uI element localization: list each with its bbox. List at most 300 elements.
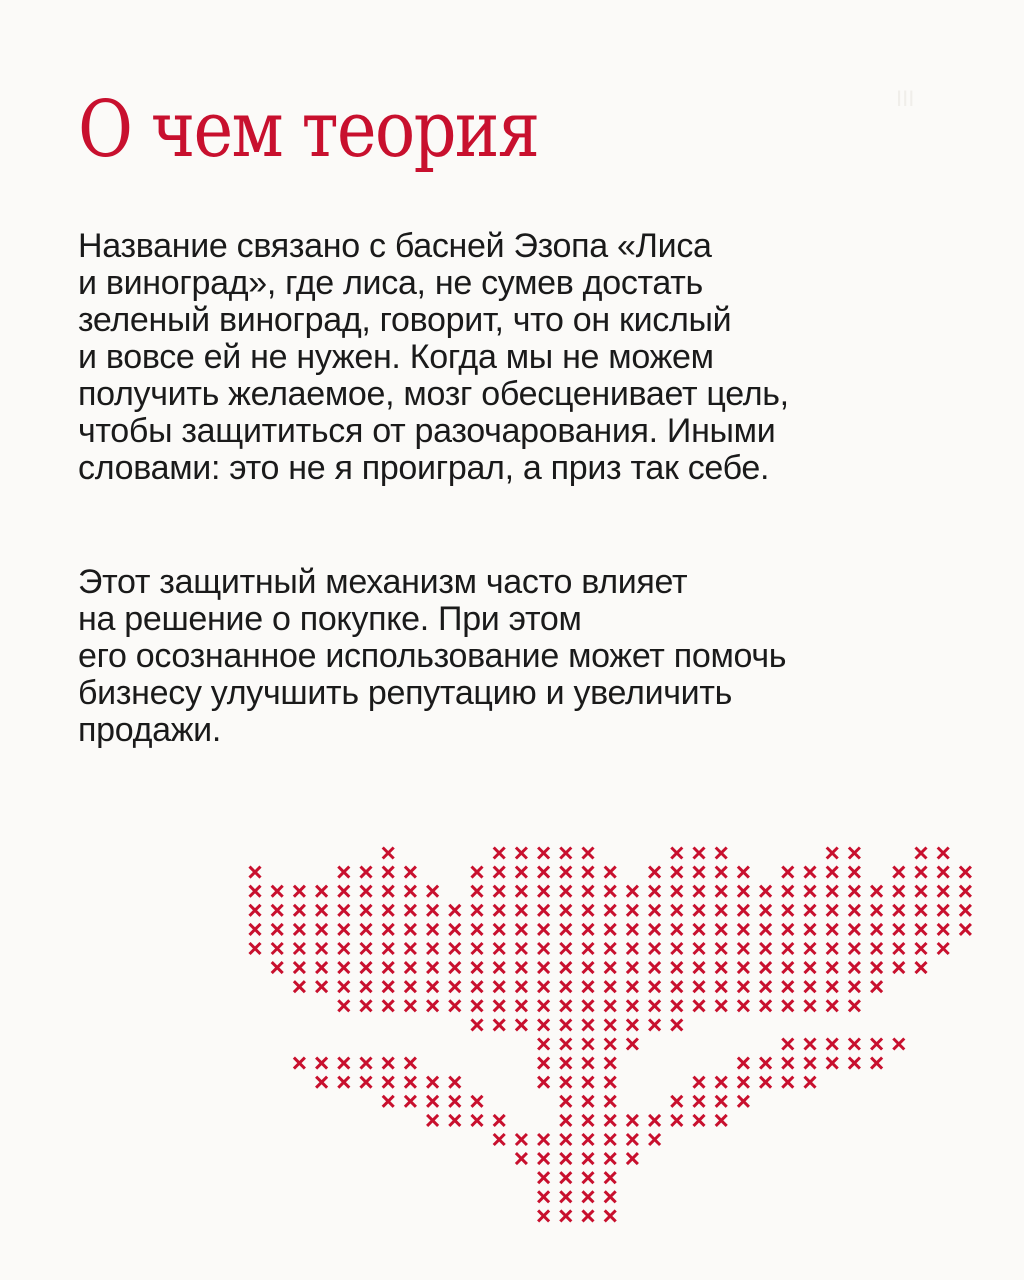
stitch-cross	[805, 905, 816, 916]
stitch-cross	[649, 1115, 660, 1126]
stitch-cross	[583, 1210, 594, 1221]
stitch-cross	[605, 1019, 616, 1030]
stitch-cross	[738, 1077, 749, 1088]
stitch-cross	[250, 943, 261, 954]
stitch-cross	[694, 1096, 705, 1107]
stitch-cross	[383, 962, 394, 973]
stitch-cross	[805, 886, 816, 897]
stitch-cross	[671, 1115, 682, 1126]
stitch-cross	[871, 1039, 882, 1050]
stitch-cross	[805, 1000, 816, 1011]
stitch-cross	[938, 905, 949, 916]
stitch-cross	[383, 1096, 394, 1107]
stitch-cross	[583, 1058, 594, 1069]
stitch-cross	[893, 867, 904, 878]
text-line: его осознанное использование может помочь	[78, 637, 787, 675]
stitch-cross	[694, 848, 705, 859]
page-number-watermark: III	[896, 86, 915, 111]
stitch-cross	[560, 962, 571, 973]
stitch-cross	[472, 905, 483, 916]
stitch-cross	[427, 886, 438, 897]
stitch-cross	[516, 981, 527, 992]
stitch-cross	[605, 905, 616, 916]
stitch-cross	[516, 924, 527, 935]
stitch-cross	[583, 1096, 594, 1107]
stitch-cross	[449, 1000, 460, 1011]
stitch-cross	[405, 886, 416, 897]
stitch-cross	[805, 1077, 816, 1088]
stitch-cross	[916, 962, 927, 973]
stitch-cross	[560, 1077, 571, 1088]
stitch-cross	[494, 962, 505, 973]
stitch-cross	[427, 1077, 438, 1088]
stitch-cross	[960, 924, 971, 935]
stitch-cross	[649, 1134, 660, 1145]
stitch-cross	[427, 1096, 438, 1107]
stitch-cross	[583, 1153, 594, 1164]
stitch-cross	[871, 1058, 882, 1069]
stitch-cross	[560, 943, 571, 954]
stitch-cross	[338, 943, 349, 954]
stitch-cross	[671, 1019, 682, 1030]
stitch-cross	[605, 1191, 616, 1202]
stitch-cross	[294, 886, 305, 897]
stitch-cross	[405, 1077, 416, 1088]
stitch-cross	[671, 943, 682, 954]
stitch-cross	[583, 924, 594, 935]
stitch-cross	[627, 1115, 638, 1126]
stitch-cross	[738, 943, 749, 954]
stitch-cross	[716, 924, 727, 935]
stitch-cross	[627, 924, 638, 935]
stitch-cross	[560, 1096, 571, 1107]
stitch-cross	[627, 1134, 638, 1145]
stitch-cross	[250, 924, 261, 935]
stitch-cross	[472, 1096, 483, 1107]
stitch-cross	[605, 1000, 616, 1011]
stitch-cross	[627, 943, 638, 954]
stitch-cross	[871, 905, 882, 916]
stitch-cross	[671, 1000, 682, 1011]
stitch-cross	[538, 962, 549, 973]
stitch-cross	[583, 1172, 594, 1183]
stitch-cross	[449, 1115, 460, 1126]
stitch-cross	[694, 1115, 705, 1126]
stitch-cross	[383, 924, 394, 935]
stitch-cross	[827, 943, 838, 954]
stitch-cross	[583, 1019, 594, 1030]
stitch-cross	[805, 981, 816, 992]
stitch-cross	[383, 905, 394, 916]
stitch-cross	[849, 924, 860, 935]
stitch-cross	[694, 1000, 705, 1011]
stitch-cross	[383, 886, 394, 897]
text-line: и вовсе ей не нужен. Когда мы не можем	[78, 338, 714, 376]
stitch-cross	[538, 1210, 549, 1221]
stitch-cross	[827, 848, 838, 859]
stitch-cross	[760, 924, 771, 935]
stitch-cross	[494, 1134, 505, 1145]
stitch-cross	[250, 886, 261, 897]
stitch-cross	[871, 981, 882, 992]
stitch-cross	[538, 1000, 549, 1011]
stitch-cross	[516, 1134, 527, 1145]
stitch-cross	[605, 1096, 616, 1107]
stitch-cross	[627, 886, 638, 897]
stitch-cross	[716, 905, 727, 916]
stitch-cross	[383, 1058, 394, 1069]
stitch-cross	[538, 1153, 549, 1164]
stitch-cross	[538, 1191, 549, 1202]
stitch-cross	[405, 924, 416, 935]
stitch-cross	[893, 1039, 904, 1050]
stitch-cross	[538, 924, 549, 935]
stitch-cross	[760, 981, 771, 992]
stitch-cross	[849, 962, 860, 973]
stitch-cross	[427, 924, 438, 935]
stitch-cross	[938, 943, 949, 954]
stitch-cross	[605, 1039, 616, 1050]
stitch-cross	[605, 886, 616, 897]
stitch-cross	[538, 981, 549, 992]
stitch-cross	[583, 1077, 594, 1088]
stitch-cross	[316, 981, 327, 992]
stitch-cross	[449, 905, 460, 916]
stitch-cross	[716, 867, 727, 878]
stitch-cross	[560, 886, 571, 897]
stitch-cross	[383, 867, 394, 878]
stitch-cross	[938, 848, 949, 859]
stitch-cross	[338, 867, 349, 878]
paragraph-origin	[78, 228, 789, 487]
stitch-cross	[605, 1077, 616, 1088]
stitch-cross	[893, 905, 904, 916]
stitch-cross	[272, 886, 283, 897]
stitch-cross	[716, 1096, 727, 1107]
stitch-cross	[738, 905, 749, 916]
stitch-cross	[316, 886, 327, 897]
stitch-cross	[605, 962, 616, 973]
stitch-cross	[605, 1210, 616, 1221]
stitch-cross	[560, 1039, 571, 1050]
stitch-cross	[316, 1058, 327, 1069]
stitch-cross	[494, 905, 505, 916]
stitch-cross	[560, 924, 571, 935]
stitch-cross	[516, 1000, 527, 1011]
stitch-cross	[605, 867, 616, 878]
stitch-cross	[583, 1039, 594, 1050]
stitch-cross	[361, 962, 372, 973]
stitch-cross	[294, 905, 305, 916]
stitch-cross	[849, 886, 860, 897]
stitch-cross	[472, 1115, 483, 1126]
stitch-cross	[871, 962, 882, 973]
stitch-cross	[827, 962, 838, 973]
stitch-cross	[716, 943, 727, 954]
stitch-cross	[583, 1134, 594, 1145]
stitch-cross	[494, 886, 505, 897]
stitch-cross	[361, 1058, 372, 1069]
stitch-cross	[294, 981, 305, 992]
stitch-cross	[649, 943, 660, 954]
stitch-cross	[805, 962, 816, 973]
stitch-cross	[516, 962, 527, 973]
stitch-cross	[694, 924, 705, 935]
stitch-cross	[560, 905, 571, 916]
stitch-cross	[361, 886, 372, 897]
stitch-cross	[516, 905, 527, 916]
stitch-cross	[760, 886, 771, 897]
stitch-cross	[849, 1039, 860, 1050]
stitch-cross	[760, 1000, 771, 1011]
stitch-cross	[516, 1019, 527, 1030]
stitch-cross	[716, 1077, 727, 1088]
stitch-cross	[383, 1000, 394, 1011]
stitch-cross	[405, 867, 416, 878]
stitch-cross	[916, 943, 927, 954]
stitch-cross	[782, 905, 793, 916]
stitch-cross	[472, 943, 483, 954]
stitch-cross	[627, 962, 638, 973]
stitch-cross	[294, 943, 305, 954]
stitch-cross	[427, 1115, 438, 1126]
stitch-cross	[250, 905, 261, 916]
stitch-cross	[671, 1096, 682, 1107]
stitch-cross	[827, 1039, 838, 1050]
stitch-cross	[760, 943, 771, 954]
stitch-cross	[893, 886, 904, 897]
stitch-cross	[583, 886, 594, 897]
stitch-cross	[649, 981, 660, 992]
stitch-cross	[538, 943, 549, 954]
stitch-cross	[338, 924, 349, 935]
stitch-cross	[827, 924, 838, 935]
stitch-cross	[427, 962, 438, 973]
stitch-cross	[671, 962, 682, 973]
stitch-cross	[716, 886, 727, 897]
stitch-cross	[494, 924, 505, 935]
stitch-cross	[449, 924, 460, 935]
stitch-cross	[405, 981, 416, 992]
stitch-cross	[671, 886, 682, 897]
stitch-cross	[738, 1000, 749, 1011]
stitch-cross	[671, 981, 682, 992]
text-line: получить желаемое, мозг обесценивает цель,	[78, 375, 789, 413]
stitch-cross	[782, 886, 793, 897]
stitch-cross	[805, 924, 816, 935]
stitch-cross	[272, 943, 283, 954]
stitch-cross	[916, 848, 927, 859]
text-line: Этот защитный механизм часто влияет	[78, 563, 688, 601]
stitch-cross	[294, 1058, 305, 1069]
stitch-cross	[605, 1172, 616, 1183]
stitch-cross	[338, 962, 349, 973]
stitch-cross	[516, 1153, 527, 1164]
stitch-cross	[361, 924, 372, 935]
stitch-cross	[449, 943, 460, 954]
stitch-cross	[760, 905, 771, 916]
stitch-cross	[782, 981, 793, 992]
stitch-cross	[782, 1058, 793, 1069]
stitch-cross	[449, 981, 460, 992]
stitch-cross	[849, 1058, 860, 1069]
stitch-cross	[294, 924, 305, 935]
stitch-cross	[538, 886, 549, 897]
stitch-cross	[294, 962, 305, 973]
stitch-cross	[716, 848, 727, 859]
stitch-cross	[849, 848, 860, 859]
stitch-cross	[938, 924, 949, 935]
stitch-cross	[871, 886, 882, 897]
stitch-cross	[849, 943, 860, 954]
stitch-cross	[538, 867, 549, 878]
stitch-cross	[272, 924, 283, 935]
stitch-cross	[583, 1191, 594, 1202]
stitch-cross	[538, 848, 549, 859]
stitch-cross	[316, 905, 327, 916]
stitch-cross	[627, 905, 638, 916]
stitch-cross	[560, 1172, 571, 1183]
stitch-cross	[361, 905, 372, 916]
text-line: бизнесу улучшить репутацию и увеличить	[78, 674, 733, 712]
stitch-cross	[782, 943, 793, 954]
stitch-cross	[405, 962, 416, 973]
stitch-cross	[494, 1115, 505, 1126]
stitch-cross	[449, 1077, 460, 1088]
stitch-cross	[427, 1000, 438, 1011]
stitch-cross	[649, 867, 660, 878]
stitch-cross	[960, 886, 971, 897]
stitch-cross	[560, 1191, 571, 1202]
text-line: Название связано с басней Эзопа «Лиса	[78, 227, 712, 265]
stitch-cross	[538, 905, 549, 916]
text-line: словами: это не я проиграл, а приз так себе.	[78, 449, 770, 487]
stitch-cross	[671, 867, 682, 878]
text-line: и виноград», где лиса, не сумев достать	[78, 264, 703, 302]
stitch-cross	[338, 1000, 349, 1011]
stitch-cross	[361, 1000, 372, 1011]
paragraph-mechanism	[78, 564, 786, 749]
stitch-cross	[694, 886, 705, 897]
stitch-cross	[827, 867, 838, 878]
stitch-cross	[361, 867, 372, 878]
stitch-cross	[560, 1210, 571, 1221]
stitch-cross	[605, 943, 616, 954]
stitch-cross	[871, 924, 882, 935]
stitch-cross	[472, 867, 483, 878]
stitch-cross	[583, 867, 594, 878]
stitch-cross	[627, 981, 638, 992]
stitch-cross	[583, 981, 594, 992]
stitch-cross	[782, 867, 793, 878]
stitch-cross	[782, 924, 793, 935]
stitch-cross	[472, 924, 483, 935]
stitch-cross	[649, 905, 660, 916]
stitch-cross	[494, 1000, 505, 1011]
stitch-cross	[338, 886, 349, 897]
stitch-cross	[716, 1115, 727, 1126]
stitch-cross	[782, 962, 793, 973]
stitch-cross	[405, 905, 416, 916]
stitch-cross	[560, 867, 571, 878]
stitch-cross	[427, 981, 438, 992]
stitch-cross	[449, 962, 460, 973]
stitch-cross	[427, 905, 438, 916]
stitch-cross	[627, 1000, 638, 1011]
stitch-cross	[516, 867, 527, 878]
stitch-cross	[871, 943, 882, 954]
stitch-cross	[338, 1077, 349, 1088]
stitch-cross	[960, 867, 971, 878]
stitch-cross	[538, 1058, 549, 1069]
stitch-cross	[938, 867, 949, 878]
stitch-cross	[583, 1115, 594, 1126]
stitch-cross	[538, 1077, 549, 1088]
text-line: на решение о покупке. При этом	[78, 600, 582, 638]
stitch-cross	[694, 943, 705, 954]
stitch-cross	[605, 1115, 616, 1126]
stitch-cross	[405, 1000, 416, 1011]
stitch-cross	[361, 981, 372, 992]
stitch-cross	[583, 943, 594, 954]
stitch-cross	[383, 943, 394, 954]
stitch-cross	[849, 981, 860, 992]
stitch-cross	[782, 1077, 793, 1088]
stitch-cross	[916, 924, 927, 935]
stitch-cross	[827, 1058, 838, 1069]
page-title: О чем теория	[78, 85, 539, 175]
stitch-cross	[893, 924, 904, 935]
stitch-cross	[538, 1039, 549, 1050]
stitch-cross	[805, 1039, 816, 1050]
stitch-cross	[627, 1153, 638, 1164]
stitch-cross	[472, 1019, 483, 1030]
stitch-cross	[560, 1134, 571, 1145]
stitch-cross	[805, 943, 816, 954]
stitch-cross	[805, 1058, 816, 1069]
stitch-cross	[827, 981, 838, 992]
stitch-cross	[494, 867, 505, 878]
stitch-cross	[738, 1058, 749, 1069]
stitch-cross	[383, 981, 394, 992]
stitch-cross	[716, 1000, 727, 1011]
stitch-cross	[916, 886, 927, 897]
stitch-cross	[849, 1000, 860, 1011]
stitch-cross	[583, 962, 594, 973]
stitch-cross	[472, 962, 483, 973]
stitch-cross	[272, 962, 283, 973]
stitch-cross	[560, 981, 571, 992]
stitch-cross	[893, 943, 904, 954]
stitch-cross	[560, 1000, 571, 1011]
stitch-cross	[405, 1058, 416, 1069]
stitch-cross	[538, 1019, 549, 1030]
stitch-cross	[516, 848, 527, 859]
stitch-cross	[605, 1058, 616, 1069]
stitch-cross	[916, 867, 927, 878]
stitch-cross	[738, 867, 749, 878]
stitch-cross	[338, 905, 349, 916]
stitch-cross	[583, 905, 594, 916]
stitch-cross	[938, 886, 949, 897]
text-line: зеленый виноград, говорит, что он кислый	[78, 301, 732, 339]
stitch-cross	[405, 1096, 416, 1107]
stitch-cross	[516, 943, 527, 954]
stitch-cross	[671, 848, 682, 859]
stitch-cross	[627, 1019, 638, 1030]
stitch-cross	[649, 1000, 660, 1011]
stitch-cross	[338, 981, 349, 992]
